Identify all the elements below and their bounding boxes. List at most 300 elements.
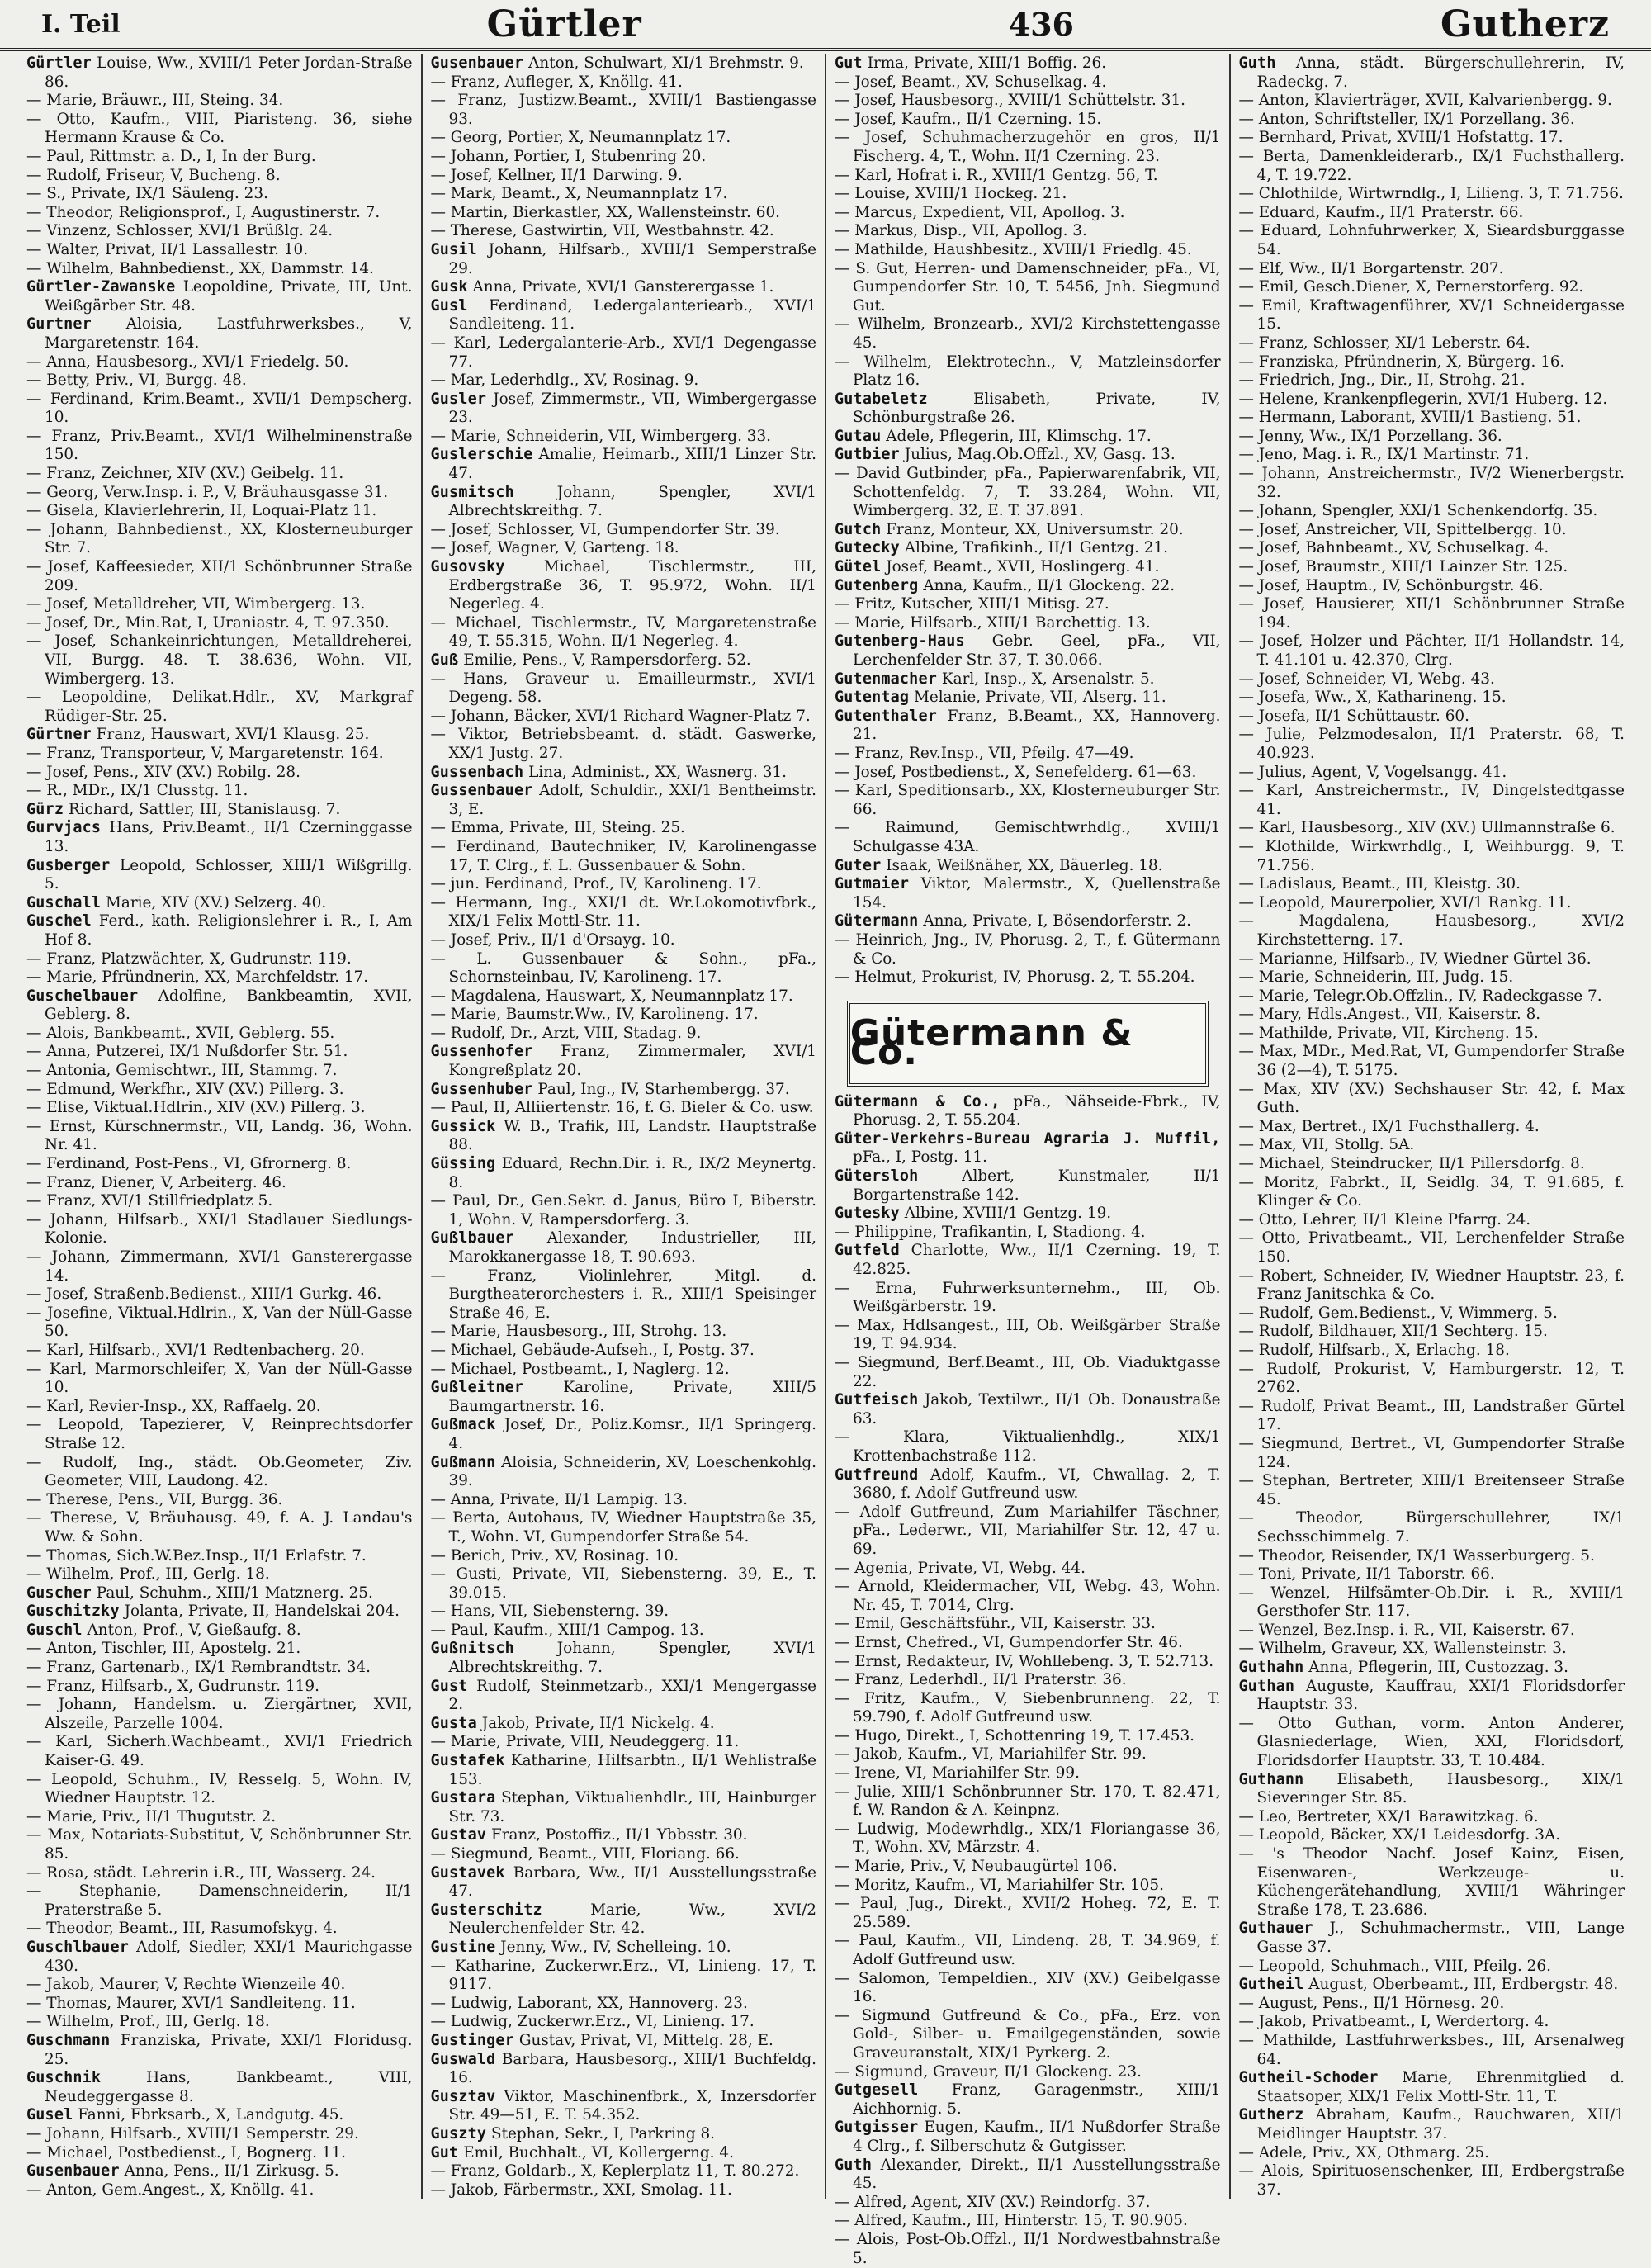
directory-entry (835, 558, 1221, 577)
entry-text: Elisabeth, Hausbesorg., XIX/1 Sieveringer Str. 85. (1256, 1770, 1625, 1807)
entry-name: Gütersloh (835, 1167, 919, 1186)
entry-text: Anna, Pens., II/1 Zirkusg. 5. (124, 2162, 339, 2180)
entry-text: Siegmund, Beamt., VIII, Floriang. 66. (450, 1845, 740, 1863)
entry-text: Karl, Hilfsarb., XVI/1 Redtenbacherg. 20. (46, 1341, 365, 1359)
entry-text: Michael, Tischlermstr., IV, Margaretenstraße 49, T. 55.315, Wohn. II/1 Negerleg. 4. (448, 613, 816, 651)
entry-name: — (26, 1976, 42, 1994)
entry-name: — (835, 92, 850, 110)
directory-entry (1239, 428, 1625, 447)
entry-name: — (430, 1733, 446, 1751)
entry-name: — (1238, 1024, 1254, 1042)
entry-text: Gisela, Klavierlehrerin, II, Loquai-Platz 11. (46, 502, 377, 520)
directory-entry (835, 1578, 1221, 1615)
entry-text: Paul, Dr., Gen.Sekr. d. Janus, Büro I, Biberstr. 1, Wohn. V, Rampersdorferg. 3. (448, 1192, 817, 1229)
entry-text: Franz, Zeichner, XIV (XV.) Geibelg. 11. (46, 465, 344, 483)
entry-text: Sigmund, Graveur, II/1 Glockeng. 23. (854, 2062, 1142, 2081)
directory-entry (26, 782, 413, 801)
directory-entry (835, 708, 1221, 745)
entry-text: Franz, Aufleger, X, Knöllg. 41. (450, 73, 683, 91)
entry-text: Berta, Damenkleiderarb., IX/1 Fuchsthallerg. 4, T. 19.722. (1256, 147, 1625, 184)
directory-entry (835, 1634, 1221, 1653)
entry-text: Eduard, Kaufm., II/1 Praterstr. 66. (1258, 203, 1524, 221)
entry-text: Agenia, Private, VI, Webg. 44. (854, 1559, 1086, 1577)
directory-entry (1239, 595, 1625, 632)
entry-text: Theodor, Beamt., III, Rasumofskyg. 4. (46, 1920, 338, 1938)
directory-entry (26, 1547, 413, 1566)
entry-name: Gustav (430, 1826, 487, 1844)
directory-entry (26, 1361, 413, 1398)
entry-name: Guth (835, 2156, 873, 2174)
directory-entry (1239, 1323, 1625, 1342)
entry-name: — (1238, 1640, 1254, 1658)
entry-text: jun. Ferdinand, Prof., IV, Karolineng. 17. (450, 875, 762, 893)
entry-text: Ferdinand, Ledergalanteriearb., XVI/1 Sandleiteng. 11. (448, 296, 816, 334)
entry-text: Adele, Priv., XX, Othmarg. 25. (1258, 2143, 1490, 2161)
entry-text: Ernst, Kürschnermstr., VII, Landg. 36, Wohn. Nr. 41. (45, 1117, 413, 1154)
entry-name: Gütel (835, 558, 882, 576)
entry-text: Karl, Marmorschleifer, X, Van der Nüll-Gasse 10. (45, 1360, 413, 1397)
directory-entry (835, 689, 1221, 708)
directory-entry (26, 2106, 413, 2125)
directory-entry (431, 894, 817, 931)
entry-name: — (1238, 1826, 1254, 1844)
entry-text: Paul, Jug., Direkt., XVII/2 Hoheg. 72, E. T. 25.589. (853, 1895, 1221, 1931)
directory-entry (835, 1391, 1221, 1428)
directory-entry (26, 1454, 413, 1491)
directory-entry (26, 1491, 413, 1510)
directory-entry (1239, 689, 1625, 708)
directory-entry (835, 465, 1221, 521)
entry-text: Julie, Pelzmodesalon, II/1 Praterstr. 68, T. 40.923. (1256, 726, 1625, 762)
column-3 (826, 54, 1231, 2267)
entry-text: Eduard, Rechn.Dir. i. R., IX/2 Meynertg. 8. (448, 1155, 816, 1191)
directory-entry (1239, 391, 1625, 410)
entry-text: Franz, Platzwächter, X, Gudrunstr. 119. (46, 949, 352, 968)
directory-entry (1239, 1509, 1625, 1546)
entry-name: Gutherz (1238, 2106, 1304, 2124)
directory-entry (1239, 1976, 1625, 1995)
entry-text: Adolf, Kaufm., VI, Chwallag. 2, T. 3680, f. Adolf Gutfreund usw. (853, 1465, 1221, 1503)
entry-name: — (26, 483, 42, 501)
entry-name: — (26, 1099, 42, 1117)
entry-text: Louise, Ww., XVIII/1 Peter Jordan-Straße 86. (45, 54, 413, 91)
directory-entry (431, 1192, 817, 1229)
entry-name: — (26, 744, 42, 762)
directory-entry (26, 391, 413, 428)
entry-name: Guthan (1238, 1677, 1295, 1695)
entry-text: Johann, Zimmermann, XVI/1 Gansterergasse 14. (45, 1248, 413, 1285)
directory-entry (26, 1920, 413, 1939)
entry-text: Franz, Violinlehrer, Mitgl. d. Burgtheaterorchesters i. R., XIII/1 Speisinger Straße 46, E. (448, 1267, 816, 1322)
directory-entry (1239, 297, 1625, 334)
entry-name: Gutecky (835, 539, 900, 557)
directory-entry (26, 1155, 413, 1174)
entry-text: Josef, Zimmermstr., VII, Wimbergergasse 23. (448, 390, 816, 427)
entry-name: — (430, 1603, 446, 1621)
directory-entry (26, 148, 413, 167)
entry-text: Barbara, Hausbesorg., XIII/1 Buchfeldg. 16. (448, 2050, 816, 2087)
entry-name: — (1238, 1714, 1254, 1732)
entry-name: — (1238, 893, 1254, 911)
entry-name: Gussick (430, 1117, 496, 1135)
entry-name: — (26, 968, 42, 987)
directory-entry (431, 1789, 817, 1826)
entry-name: Gütermann & Co., (835, 1092, 1001, 1110)
directory-entry (26, 2144, 413, 2163)
entry-text: Friedrich, Jng., Dir., II, Strohg. 21. (1258, 372, 1526, 390)
entry-name: Gussenbach (430, 763, 524, 781)
entry-name: Gütermann (835, 912, 919, 930)
entry-name: — (1238, 576, 1254, 594)
entry-text: Rudolf, Gem.Bedienst., V, Wimmerg. 5. (1258, 1304, 1558, 1322)
entry-text: Siegmund, Berf.Beamt., III, Ob. Viaduktgasse 22. (853, 1354, 1221, 1390)
entry-text: Mark, Beamt., X, Neumannplatz 17. (450, 185, 728, 203)
entry-name: — (1238, 707, 1254, 725)
directory-entry (1239, 764, 1625, 783)
entry-text: Siegmund, Bertret., VI, Gumpendorfer Straße 124. (1256, 1434, 1625, 1471)
directory-entry (835, 1093, 1221, 1130)
entry-text: Emil, Geschäftsführ., VII, Kaiserstr. 33. (854, 1615, 1156, 1633)
directory-entry (835, 2194, 1221, 2213)
entry-name: — (1238, 539, 1254, 557)
directory-entry (26, 1099, 413, 1118)
entry-text: Josef, Kaffeesieder, XII/1 Schönbrunner Straße 209. (45, 558, 413, 594)
entry-name: — (430, 185, 446, 203)
directory-entry (835, 204, 1221, 223)
entry-text: Stephan, Viktualienhdlr., III, Hainburger Str. 73. (448, 1789, 816, 1825)
directory-entry (835, 595, 1221, 614)
entry-text: Jakob, Kaufm., VI, Mariahilfer Str. 99. (854, 1745, 1147, 1764)
entry-text: Berta, Autohaus, IV, Wiedner Hauptstraße 35, T., Wohn. VI, Gumpendorfer Straße 54. (448, 1509, 816, 1546)
entry-text: Leopold, Bäcker, XX/1 Leidesdorfg. 3A. (1258, 1826, 1561, 1844)
entry-text: Karl, Ledergalanterie-Arb., XVI/1 Degengasse 77. (448, 334, 816, 371)
entry-text: Max, Notariats-Substitut, V, Schönbrunner Str. 85. (45, 1826, 413, 1863)
entry-text: Franz, Monteur, XX, Universumstr. 20. (886, 520, 1184, 538)
entry-text: Karl, Speditionsarb., XX, Klosterneuburger Str. 66. (853, 782, 1221, 818)
entry-text: Karl, Hofrat i. R., XVIII/1 Gentzg. 56, T. (854, 166, 1158, 184)
entry-text: Hans, Priv.Beamt., II/1 Czerninggasse 13. (45, 819, 413, 855)
directory-entry (835, 1895, 1221, 1932)
entry-text: Anton, Gem.Angest., X, Knöllg. 41. (46, 2180, 315, 2199)
entry-text: Fritz, Kutscher, XIII/1 Mitisg. 27. (854, 595, 1109, 613)
entry-name: — (1238, 2162, 1254, 2180)
right-catchword: Gutherz (1440, 2, 1610, 45)
directory-entry (1239, 1006, 1625, 1025)
entry-name: — (26, 2180, 42, 2199)
entry-text: Georg, Verw.Insp. i. P., V, Bräuhausgasse 31. (46, 483, 389, 501)
directory-entry (1239, 1304, 1625, 1323)
directory-entry (1239, 2162, 1625, 2199)
entry-name: Gusberger (26, 856, 111, 874)
entry-text: Johann, Hilfsarb., XVIII/1 Semperstraße 29. (448, 240, 816, 277)
directory-entry (26, 1640, 413, 1659)
entry-name: — (1238, 203, 1254, 221)
entry-name: — (1238, 1006, 1254, 1024)
entry-name: — (26, 2124, 42, 2143)
entry-text: Barbara, Ww., II/1 Ausstellungsstraße 47. (448, 1863, 816, 1901)
directory-entry (26, 1603, 413, 1622)
entry-name: — (1238, 129, 1254, 147)
entry-text: Irma, Private, XIII/1 Boffig. 26. (867, 54, 1107, 72)
directory-entry (835, 315, 1221, 353)
entry-name: — (26, 1024, 42, 1042)
entry-text: Marie, Priv., V, Neubaugürtel 106. (854, 1858, 1118, 1876)
directory-entry (26, 1622, 413, 1641)
entry-text: Viktor, Betriebsbeamt. d. städt. Gaswerke, XX/1 Justg. 27. (448, 726, 816, 762)
entry-name: — (1238, 689, 1254, 707)
directory-entry (431, 1995, 817, 2014)
entry-text: Leo, Bertreter, XX/1 Barawitzkag. 6. (1258, 1807, 1539, 1825)
entry-name: — (26, 2013, 42, 2031)
directory-entry (431, 614, 817, 651)
entry-name: — (835, 185, 850, 203)
entry-text: Raimund, Gemischtwrhdlg., XVIII/1 Schulgasse 43A. (853, 819, 1221, 855)
entry-text: Lina, Administ., XX, Wasnerg. 31. (528, 763, 787, 781)
entry-name: — (835, 1578, 850, 1596)
entry-text: Paul, Schuhm., XIII/1 Matznerg. 25. (96, 1584, 373, 1602)
entry-name: — (835, 222, 850, 240)
page-number: 436 (1008, 5, 1074, 43)
entry-name: — (26, 2143, 42, 2161)
entry-text: Jeno, Mag. i. R., IX/1 Martinstr. 71. (1258, 446, 1530, 464)
directory-entry (26, 1416, 413, 1453)
entry-text: Louise, XVIII/1 Hockeg. 21. (854, 185, 1067, 203)
entry-text: Josef, Beamt., XV, Schuselkag. 4. (854, 73, 1107, 91)
directory-entry (26, 1808, 413, 1827)
entry-text: Jolanta, Private, II, Handelskai 204. (124, 1603, 400, 1621)
entry-name: Gutesky (835, 1205, 900, 1223)
entry-text: Marie, Ww., XVI/2 Neulerchenfelder Str. 42. (448, 1901, 816, 1938)
entry-text: Marie, Ehrenmitglied d. Staatsoper, XIX/1 Felix Mottl-Str. 11, T. (1256, 2069, 1625, 2105)
directory-entry (26, 950, 413, 969)
entry-name: — (26, 1509, 42, 1527)
entry-name: — (430, 147, 446, 165)
entry-name: Gutfeisch (835, 1391, 919, 1409)
entry-text: Moritz, Kaufm., VI, Mariahilfer Str. 105. (854, 1876, 1164, 1894)
directory-entry (1239, 1136, 1625, 1155)
entry-text: Josef, Beamt., XVII, Hoslingerg. 41. (886, 558, 1160, 576)
entry-text: Marie, Private, VIII, Neudeggerg. 11. (450, 1733, 740, 1751)
entry-name: — (26, 632, 42, 651)
entry-text: Hermann, Laborant, XVIII/1 Bastieng. 51. (1258, 409, 1582, 427)
directory-entry (431, 428, 817, 447)
directory-entry (835, 875, 1221, 912)
entry-name: Guscher (26, 1584, 92, 1602)
entry-name: — (26, 222, 42, 240)
directory-entry (1239, 353, 1625, 372)
entry-name: Guter (835, 856, 882, 874)
directory-entry (26, 204, 413, 223)
entry-name: Gußmack (430, 1416, 496, 1434)
entry-name: — (835, 763, 850, 781)
entry-text: Franziska, Private, XXI/1 Floridusg. 25. (45, 2031, 413, 2068)
entry-name: — (26, 353, 42, 371)
entry-text: Josef, Priv., II/1 d'Orsayg. 10. (450, 930, 675, 949)
entry-name: — (835, 1503, 850, 1521)
entry-text: Ferdinand, Krim.Beamt., XVII/1 Dempscherg. 10. (45, 390, 413, 427)
entry-text: Josefa, II/1 Schüttaustr. 60. (1258, 707, 1469, 725)
directory-entry (431, 670, 817, 708)
entry-text: Jakob, Maurer, V, Rechte Wienzeile 40. (46, 1976, 346, 1994)
entry-name: — (430, 819, 446, 837)
entry-name: — (835, 819, 850, 837)
directory-entry (431, 1547, 817, 1566)
directory-entry (26, 726, 413, 745)
entry-name: — (430, 726, 446, 744)
entry-name: Gürtler (26, 54, 92, 72)
directory-entry (835, 92, 1221, 111)
entry-text: Josef, Metalldreher, VII, Wimbergerg. 13. (46, 595, 366, 613)
entry-text: Walter, Privat, II/1 Lassallestr. 10. (46, 240, 309, 258)
entry-text: Marie, Hilfsarb., XIII/1 Barchettig. 13. (854, 613, 1151, 632)
entry-text: Franz, Schlosser, XI/1 Leberstr. 64. (1258, 334, 1530, 352)
directory-entry (1239, 372, 1625, 391)
entry-text: Wenzel, Bez.Insp. i. R., VII, Kaiserstr. 67. (1258, 1621, 1575, 1639)
directory-entry (1239, 1361, 1625, 1398)
entry-name: Gusterschitz (430, 1901, 542, 1919)
entry-name: Gutheil-Schoder (1238, 2069, 1379, 2087)
directory-entry (835, 1727, 1221, 1746)
entry-text: Erna, Fuhrwerksunternehm., III, Ob. Weißgärberstr. 19. (853, 1279, 1221, 1316)
entry-text: Karl, Hausbesorg., XIV (XV.) Ullmannstraße 6. (1258, 819, 1616, 837)
column-2 (423, 54, 827, 2199)
entry-text: Emma, Private, III, Steing. 25. (450, 819, 685, 837)
entry-text: Franz, Zimmermaler, XVI/1 Kongreßplatz 20. (448, 1043, 816, 1080)
directory-entry (835, 1130, 1221, 1167)
directory-entry (431, 1622, 817, 1641)
entry-text: Johann, Bäcker, XVI/1 Richard Wagner-Platz 7. (450, 707, 811, 725)
entry-name: — (430, 1341, 446, 1359)
entry-name: Guthauer (1238, 1920, 1313, 1938)
entry-name: Gutgisser (835, 2119, 919, 2137)
entry-name: — (26, 1341, 42, 1359)
entry-text: Chlothilde, Wirtwrndlg., I, Lilieng. 3, T. 71.756. (1258, 185, 1624, 203)
directory-entry (26, 1248, 413, 1286)
entry-name: — (1238, 1434, 1254, 1452)
entry-text: Viktor, Malermstr., X, Quellenstraße 154. (853, 875, 1221, 911)
entry-name: Gürtler-Zawanske (26, 278, 176, 296)
entry-text: Otto Guthan, vorm. Anton Anderer, Glasniederlage, Wien, XXI, Floridsdorf, Floridsdorfer Hauptstr. 33, T. 10.484. (1256, 1714, 1625, 1770)
entry-name: — (430, 875, 446, 893)
directory-entry (1239, 185, 1625, 204)
entry-text: Anna, Private, XVI/1 Gansterergasse 1. (472, 278, 774, 296)
directory-entry (26, 1696, 413, 1733)
directory-entry (835, 2063, 1221, 2082)
entry-name: — (1238, 837, 1254, 855)
entry-name: — (1238, 222, 1254, 240)
directory-entry (1239, 558, 1625, 577)
directory-entry (431, 278, 817, 297)
directory-entry (1239, 1920, 1625, 1957)
entry-name: — (430, 1994, 446, 2012)
directory-entry (431, 2088, 817, 2125)
entry-name: — (1238, 147, 1254, 165)
entry-name: Guschelbauer (26, 987, 139, 1005)
entry-text: Toni, Private, II/1 Taborstr. 66. (1258, 1565, 1495, 1584)
entry-name: — (430, 1360, 446, 1378)
directory-entry (1239, 1845, 1625, 1920)
entry-name: Guß (430, 651, 459, 669)
entry-text: Theodor, Religionsprof., I, Augustinerstr. 7. (46, 203, 381, 221)
directory-entry (835, 614, 1221, 633)
directory-entry (431, 1491, 817, 1510)
entry-text: Wenzel, Hilfsämter-Ob.Dir. i. R., XVIII/1 Gersthofer Str. 117. (1256, 1584, 1625, 1621)
directory-entry (1239, 1678, 1625, 1715)
entry-name: — (430, 1006, 446, 1024)
entry-name: Gutgesell (835, 2081, 919, 2100)
entry-name: — (430, 893, 446, 911)
directory-entry (1239, 2106, 1625, 2143)
entry-text: Alexander, Industrieller, III, Marokkanergasse 18, T. 90.693. (448, 1229, 816, 1266)
directory-entry (1239, 111, 1625, 130)
directory-entry (431, 987, 817, 1006)
entry-text: Bernhard, Privat, XVIII/1 Hofstattg. 17. (1258, 129, 1563, 147)
entry-name: — (1238, 390, 1254, 408)
entry-text: Johann, Hilfsarb., XVIII/1 Semperstr. 29. (46, 2124, 359, 2143)
directory-entry (26, 222, 413, 241)
directory-entry (835, 1970, 1221, 2007)
entry-name: — (1238, 446, 1254, 464)
directory-entry (26, 1771, 413, 1808)
directory-entry (431, 372, 817, 391)
entry-text: Johann, Spengler, XXI/1 Schenkendorfg. 35. (1258, 502, 1598, 520)
entry-name: — (835, 259, 850, 277)
entry-text: Julie, XIII/1 Schönbrunner Str. 170, T. 82.471, f. W. Randon & A. Keinpnz. (853, 1783, 1221, 1820)
directory-entry (1239, 1565, 1625, 1584)
directory-entry (26, 1509, 413, 1546)
entry-name: Güssing (430, 1155, 496, 1173)
directory-entry (431, 1939, 817, 1958)
entry-name: — (1238, 2031, 1254, 2049)
entry-name: — (835, 1689, 850, 1707)
directory-entry (835, 819, 1221, 856)
entry-name: — (1238, 1509, 1254, 1527)
directory-entry (26, 111, 413, 148)
entry-text: Franz, Rev.Insp., VII, Pfeilg. 47—49. (854, 744, 1134, 762)
entry-text: Leopold, Schuhmach., VIII, Pfeilg. 26. (1258, 1957, 1551, 1975)
entry-name: — (430, 1323, 446, 1341)
directory-entry (431, 950, 817, 987)
entry-name: — (1238, 502, 1254, 520)
entry-text: Leopold, Schlosser, XIII/1 Wißgrillg. 5. (45, 856, 413, 893)
entry-name: — (1238, 1155, 1254, 1173)
entry-text: Franz, Hilfsarb., X, Gudrunstr. 119. (46, 1677, 319, 1695)
directory-entry (431, 782, 817, 819)
directory-entry (26, 260, 413, 279)
entry-text: Marie, Priv., II/1 Thugutstr. 2. (46, 1807, 277, 1825)
entry-name: — (430, 670, 446, 688)
entry-name: Gusmitsch (430, 483, 514, 501)
directory-entry (26, 2125, 413, 2144)
entry-text: Johann, Handelsm. u. Ziergärtner, XVII, Alszeile, Parzelle 1004. (45, 1696, 413, 1732)
entry-name: Gutheil (1238, 1976, 1304, 1994)
entry-text: Michael, Tischlermstr., III, Erdbergstraße 36, T. 95.972, Wohn. II/1 Negerleg. 4. (448, 558, 816, 613)
entry-name: — (26, 1490, 42, 1508)
directory-entry (431, 167, 817, 186)
entry-name: Gürtner (26, 726, 92, 744)
directory-entry (1239, 1472, 1625, 1509)
entry-name: — (430, 520, 446, 538)
directory-entry (431, 334, 817, 372)
directory-entry (1239, 632, 1625, 670)
entry-name: Gustine (430, 1938, 496, 1956)
entry-name: — (26, 1453, 42, 1471)
directory-entry (26, 1192, 413, 1211)
entry-name: Gut (835, 54, 863, 72)
entry-name: — (1238, 1994, 1254, 2012)
directory-entry (431, 1043, 817, 1080)
directory-entry (431, 391, 817, 428)
